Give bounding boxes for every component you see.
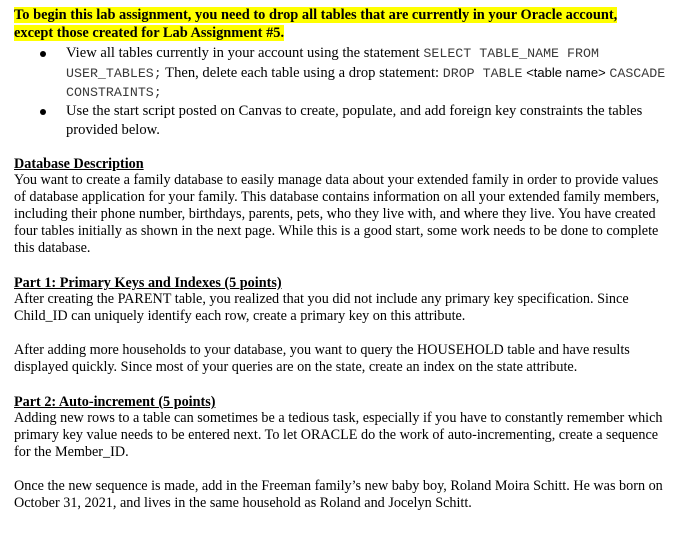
sql-drop-statement: DROP TABLE xyxy=(442,66,523,81)
part1-section xyxy=(14,275,670,376)
bullet-icon xyxy=(40,51,46,57)
bullet1-text-pre: View all tables currently in your account using the statement xyxy=(66,45,424,61)
section-body: Adding new rows to a table can sometimes be a tedious task, especially if you have to constantly remember which primary key value needs to be entered next. To let ORACLE do the work of auto-incrementing, create a sequence for the Member_ID. xyxy=(14,410,663,460)
intro-highlight: To begin this lab assignment, you need to drop all tables that are currently in your Oracle account, except those created for Lab Assignment #5. xyxy=(14,7,618,41)
section-title: Database Description xyxy=(14,156,144,172)
section-body: After creating the PARENT table, you realized that you did not include any primary key specification. Since Child_ID can uniquely identify each row, create a primary key on this attribute. xyxy=(14,291,629,324)
part2-section xyxy=(14,394,670,512)
list-item xyxy=(66,44,670,102)
section-body: Once the new sequence is made, add in the Freeman family’s new baby boy, Roland Moira Schitt. He was born on October 31, 2021, and lives in the same household as Roland and Jocelyn Schitt. xyxy=(14,478,663,511)
bullet2-text: Use the start script posted on Canvas to create, populate, and add foreign key constraints the tables provided below. xyxy=(66,103,643,138)
sql-cascade-clause: CASCADE CONSTRAINTS; xyxy=(66,66,666,100)
sql-select-statement: SELECT TABLE_NAME FROM USER_TABLES; xyxy=(66,46,599,81)
bullet1-text-mid: Then, delete each table using a drop statement: xyxy=(161,65,443,81)
section-body: After adding more households to your database, you want to query the HOUSEHOLD table and have results displayed quickly. Since most of your queries are on the state, create an index on the state attribute. xyxy=(14,342,630,375)
section-body: You want to create a family database to easily manage data about your extended family in order to provide values of database application for your family. This database contains information on all your extended family members, including their phone number, birthdays, parents, pets, who they live with, and where they live. You have created four tables initially as shown in the next page. While this is a good start, some work needs to be done to complete this database. xyxy=(14,172,660,256)
document-page xyxy=(14,6,670,512)
instruction-list xyxy=(14,44,670,140)
section-title: Part 1: Primary Keys and Indexes (5 points) xyxy=(14,275,282,291)
database-description-section xyxy=(14,156,670,257)
bullet-icon xyxy=(40,109,46,115)
list-item xyxy=(66,102,670,140)
intro-instruction xyxy=(14,6,644,42)
section-title: Part 2: Auto-increment (5 points) xyxy=(14,394,216,410)
table-name-placeholder: <table name> xyxy=(526,65,606,80)
